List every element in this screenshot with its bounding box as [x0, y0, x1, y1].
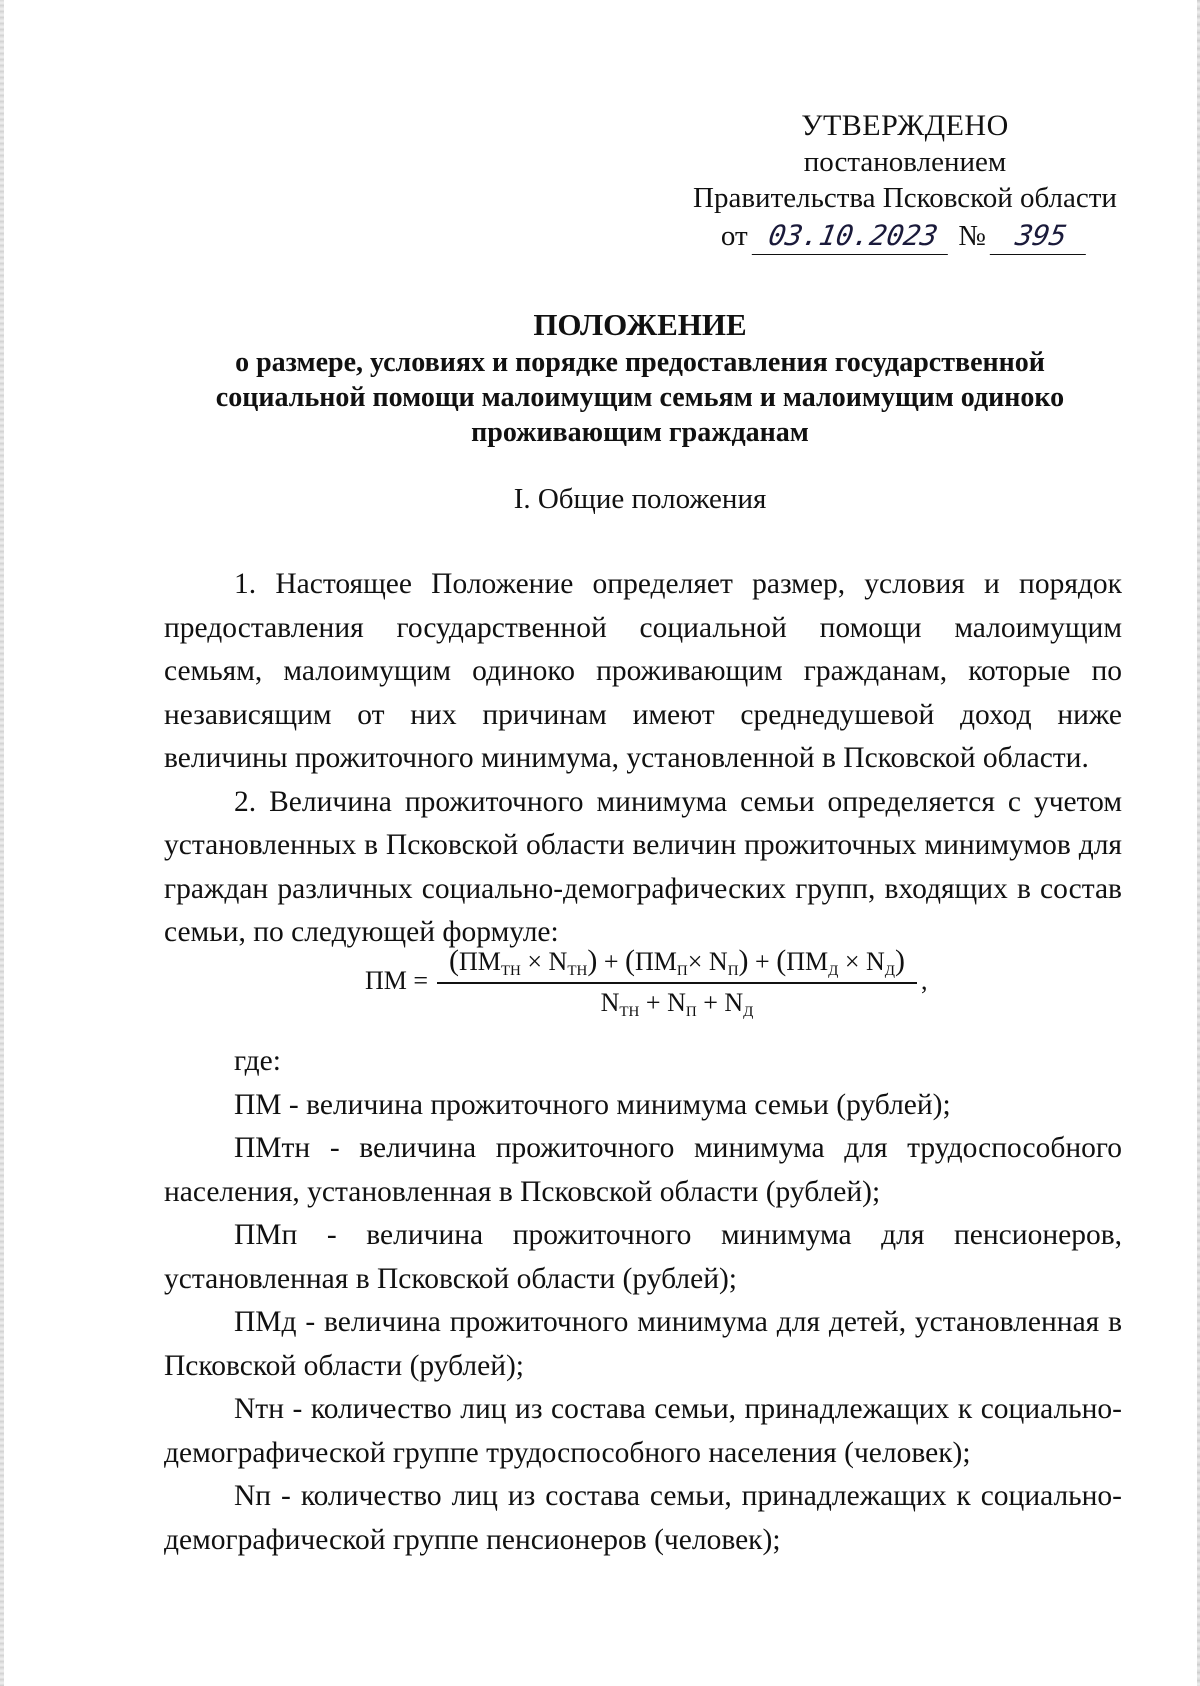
approval-date-line — [680, 218, 1130, 255]
approval-title: УТВЕРЖДЕНО — [801, 109, 1009, 142]
formula — [365, 942, 945, 1022]
formula-numerator: (ПМТН × NТН) + (ПМП× NП) + (ПМД × NД) — [448, 944, 906, 979]
fraction-bar — [437, 982, 917, 984]
paragraph-2: 2. Величина прожиточного минимума семьи определяется с учетом установленных в Псковской области величин прожиточных минимумов для граждан различных социально-демографических групп, входящих в состав семьи, по следующей формуле: — [164, 785, 1122, 948]
formula-fraction — [437, 942, 917, 1020]
paragraph-1: 1. Настоящее Положение определяет размер, условия и порядок предоставления государственной социальной помощи малоимущим семьям, малоимущим одиноко проживающим гражданам, которые по независящим от них причинам имеют среднедушевой доход ниже величины прожиточного минимума, установленной в Псковской области. — [164, 568, 1122, 774]
scan-edge-left — [0, 0, 4, 1686]
handwritten-number: 395 — [990, 218, 1093, 255]
formula-comma: , — [921, 966, 928, 995]
document-title-block — [160, 305, 1120, 450]
approval-stamp — [680, 108, 1130, 255]
approval-line-2: Правительства Псковской области — [693, 182, 1117, 214]
definition-n-tn: Nтн - количество лиц из состава семьи, принадлежащих к социально-демографической группе трудоспособного населения (человек); — [164, 1393, 1122, 1469]
formula-lhs: ПМ = — [365, 966, 429, 995]
definition-pm-d: ПМд - величина прожиточного минимума для детей, установленная в Псковской области (рублей); — [164, 1306, 1122, 1382]
document-subtitle-line-1: о размере, условиях и порядке предоставления государственной — [235, 347, 1045, 378]
definitions — [164, 1040, 1122, 1562]
number-prefix: № — [958, 220, 986, 252]
date-prefix: от — [720, 220, 748, 252]
handwritten-date: 03.10.2023 — [752, 218, 955, 255]
formula-denominator: NТН + NП + NД — [600, 987, 754, 1020]
definition-pm: ПМ - величина прожиточного минимума семьи (рублей); — [234, 1088, 951, 1121]
definition-n-p: Nп - количество лиц из состава семьи, принадлежащих к социально-демографической группе пенсионеров (человек); — [164, 1480, 1122, 1556]
definitions-where: где: — [234, 1045, 281, 1077]
body-text — [164, 563, 1122, 955]
section-heading: I. Общие положения — [513, 483, 767, 515]
definition-pm-tn: ПМтн - величина прожиточного минимума для трудоспособного населения, установленная в Псковской области (рублей); — [164, 1132, 1122, 1208]
document-title: ПОЛОЖЕНИЕ — [533, 307, 747, 342]
approval-line-1: постановлением — [803, 146, 1007, 178]
document-subtitle-line-3: проживающим гражданам — [471, 417, 809, 448]
document-subtitle-line-2: социальной помощи малоимущим семьям и малоимущим одиноко — [215, 382, 1065, 413]
definition-pm-p: ПМп - величина прожиточного минимума для пенсионеров, установленная в Псковской области (рублей); — [164, 1219, 1122, 1295]
